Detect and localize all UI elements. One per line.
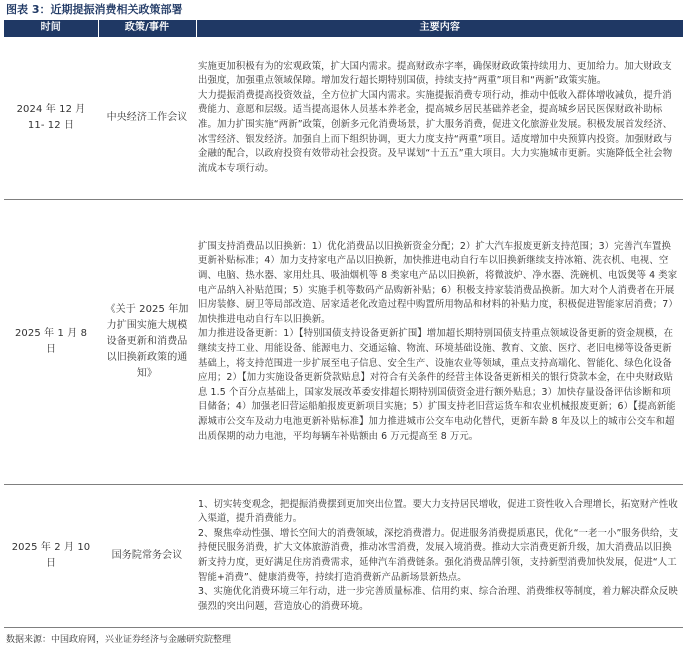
content-paragraph: 加力推进设备更新：1）【特别国债支持设备更新扩围】增加超长期特别国债支持重点领域设备更新的资金规模，在继续支持工业、用能设备、能源电力、交通运输、物流、环境基础设施、教育、文旅、医疗、老旧电梯等设备更新基础上，将支持范围进一步扩展至电子信息、安全生产、设施农业等领域，重点支持高端化、智能化、绿色化设备应用；2）【加力实施设备更新贷款贴息】对符合有关条件的经营主体设备更新相关的银行贷款本金，在中央财政贴息 1.5 个百分点基础上，国家发展改革委安排超长期特别国债资金进行额外贴息；3）加快存量设备评估诊断和项目储备；4）加强老旧营运船舶报废更新项目实施；5）扩围支持老旧营运货车和农业机械报废更新；6）【提高新能源城市公交车及动力电池更新补贴标准】加力推进城市公交车电动化替代，更新车龄 8 年及以上的城市公交车和超出质保期的动力电池，平均每辆车补贴额由 6 万元提高至 8 万元。: [198, 328, 676, 442]
row-policy: 国务院常务会议: [98, 485, 196, 628]
row-date: 2025 年 2 月 10 日: [4, 485, 98, 628]
content-paragraph: 3、实施优化消费环境三年行动，进一步完善质量标准、信用约束、综合治理、消费维权等制度，着力解决群众反映强烈的突出问题，营造放心的消费环境。: [198, 586, 678, 612]
source-note: 数据来源：中国政府网，兴业证券经济与金融研究院整理: [6, 635, 232, 645]
header-content: 主要内容: [196, 20, 683, 37]
content-paragraph: 实施更加积极有为的宏观政策，扩大国内需求。提高财政赤字率，确保财政政策持续用力、更加给力。加大财政支出强度，加强重点领域保障。增加发行超长期特别国债，持续支持“两重”项目和“两新”政策实施。: [198, 60, 672, 87]
header-policy: 政策/事件: [98, 20, 196, 37]
table-row: [4, 200, 683, 485]
content-paragraph: 扩围支持消费品以旧换新：1）优化消费品以旧换新资金分配；2）扩大汽车报废更新支持范围；3）完善汽车置换更新补贴标准；4）加力支持家电产品以旧换新，加快推进电动自行车以旧换新继续支持冰箱、洗衣机、电视、空调、电脑、热水器、家用灶具、吸油烟机等 8 类家电产品以旧换新，将微波炉、净水器、洗碗机、电饭煲等 4 类家电产品纳入补贴范围；5）实施手机等数码产品购新补贴；6）积极支持家装消费品换新。加大对个人消费者在开展旧房装修、厨卫等局部改造、居家适老化改造过程中购置所用物品和材料的补贴力度，积极促进智能家居消费；7）加快推进电动自行车以旧换新。: [198, 240, 678, 325]
content-paragraph: 1、切实转变观念，把提振消费摆到更加突出位置。要大力支持居民增收，促进工资性收入合理增长，拓宽财产性收入渠道，提升消费能力。: [198, 498, 678, 525]
content-paragraph: 2、聚焦牵动性强、增长空间大的消费领域，深挖消费潜力。促进服务消费提质惠民，优化“一老一小”服务供给，支持便民服务消费，扩大文体旅游消费，推动冰雪消费，发展入境消费。推动大宗消费更新升级，加大消费品以旧换新支持力度，更好满足住房消费需求，延伸汽车消费链条。强化消费品牌引领，支持新型消费加快发展，促进“人工智能+消费”、健康消费等，持续打造消费新产品新场景新热点。: [198, 527, 679, 583]
figure-title: 图表 3：近期提振消费相关政策部署: [6, 3, 183, 16]
header-date: 时间: [4, 20, 98, 37]
row-policy: 《关于 2025 年加力扩围实施大规模设备更新和消费品以旧换新政策的通知》: [98, 200, 196, 485]
row-content: [196, 37, 683, 200]
row-date: 2025 年 1 月 8 日: [4, 200, 98, 485]
table-header-row: [4, 20, 683, 37]
content-paragraph: 大力提振消费提高投资效益，全方位扩大国内需求。实施提振消费专项行动，推动中低收入群体增收减负，提升消费能力、意愿和层级。适当提高退休人员基本养老金，提高城乡居民基础养老金，提高城乡居民医保财政补助标准。加力扩围实施“两新”政策，创新多元化消费场景，扩大服务消费，促进文化旅游业发展。积极发展首发经济、冰雪经济、银发经济。加强自上而下组织协调，更大力度支持“两重”项目。适度增加中央预算内投资。加强财政与金融的配合，以政府投资有效带动社会投资。及早谋划“十五五”重大项目。大力实施城市更新。实施降低全社会物流成本专项行动。: [198, 89, 673, 174]
table-row: [4, 37, 683, 200]
policy-table: [4, 20, 683, 628]
row-policy: 中央经济工作会议: [98, 37, 196, 200]
table-row: [4, 485, 683, 628]
row-content: [196, 200, 683, 485]
row-date: 2024 年 12 月 11- 12 日: [4, 37, 98, 200]
row-content: [196, 485, 683, 628]
